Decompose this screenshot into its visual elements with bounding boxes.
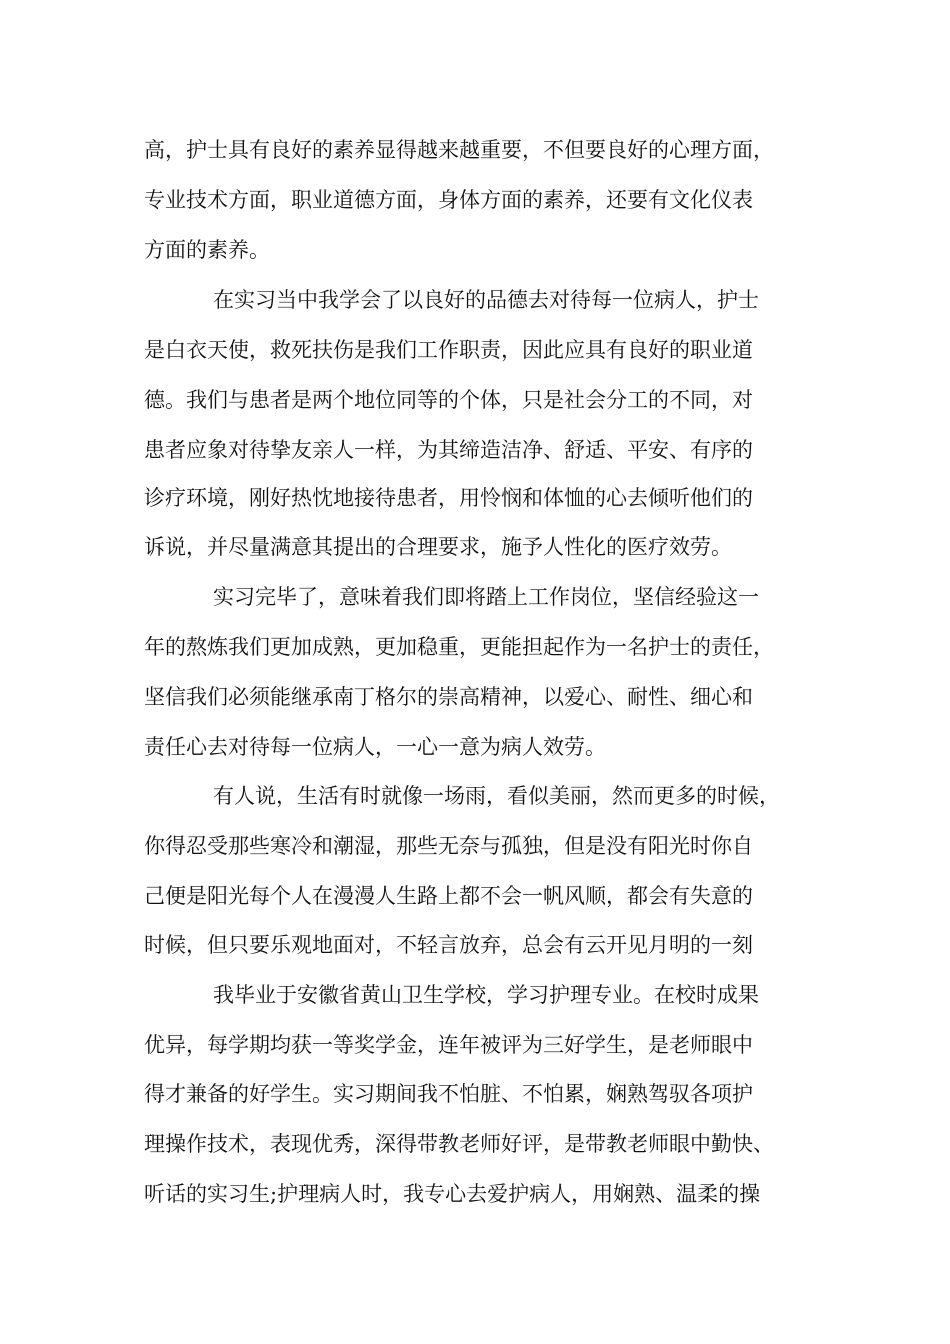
text-line: 得才兼备的好学生。实习期间我不怕脏、不怕累，娴熟驾驭各项护 [144,1082,753,1106]
text-line: 你得忍受那些寒冷和潮湿，那些无奈与孤独，但是没有阳光时你自 [144,834,753,858]
text-line: 己便是阳光每个人在漫漫人生路上都不会一帆风顺，都会有失意的 [144,884,753,908]
text-line: 在实习当中我学会了以良好的品德去对待每一位病人，护士 [213,288,759,312]
text-line: 是白衣天使，救死扶伤是我们工作职责，因此应具有良好的职业道 [144,338,753,362]
text-line: 实习完毕了，意味着我们即将踏上工作岗位，坚信经验这一 [213,585,759,609]
text-line: 诉说，并尽量满意其提出的合理要求，施予人性化的医疗效劳。 [144,535,732,559]
text-line: 高，护士具有良好的素养显得越来越重要，不但要良好的心理方面， [144,138,774,162]
text-line: 患者应象对待挚友亲人一样，为其缔造洁净、舒适、平安、有序的 [144,438,753,462]
text-line: 我毕业于安徽省黄山卫生学校，学习护理专业。在校时成果 [213,983,759,1007]
text-line: 优异，每学期均获一等奖学金，连年被评为三好学生，是老师眼中 [144,1033,753,1057]
text-line: 有人说，生活有时就像一场雨，看似美丽，然而更多的时候， [213,784,780,808]
text-line: 时候，但只要乐观地面对，不轻言放弃，总会有云开见月明的一刻 [144,933,753,957]
text-line: 坚信我们必须能继承南丁格尔的崇高精神，以爱心、耐性、细心和 [144,685,753,709]
text-line: 理操作技术，表现优秀，深得带教老师好评，是带教老师眼中勤快、 [144,1132,774,1156]
text-line: 诊疗环境，刚好热忱地接待患者，用怜悯和体恤的心去倾听他们的 [144,486,753,510]
text-line: 责任心去对待每一位病人，一心一意为病人效劳。 [144,735,606,759]
text-line: 听话的实习生;护理病人时，我专心去爱护病人，用娴熟、温柔的操 [144,1182,761,1206]
text-line: 专业技术方面，职业道德方面，身体方面的素养，还要有文化仪表 [144,188,753,212]
text-line: 年的熬炼我们更加成熟，更加稳重，更能担起作为一名护士的责任， [144,635,774,659]
text-line: 德。我们与患者是两个地位同等的个体，只是社会分工的不同，对 [144,388,753,412]
text-line: 方面的素养。 [144,238,270,262]
